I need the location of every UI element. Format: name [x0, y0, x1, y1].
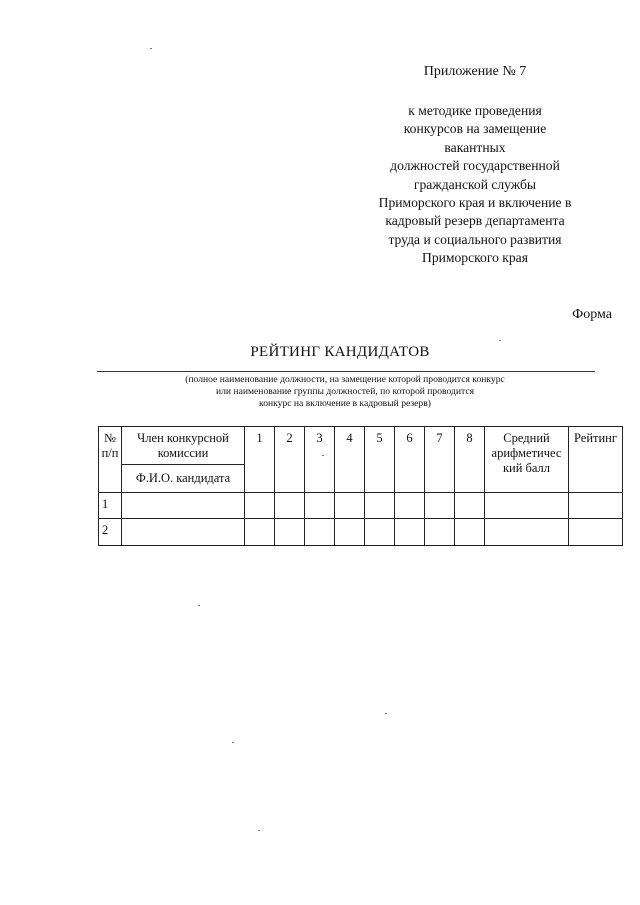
document-title: РЕЙТИНГ КАНДИДАТОВ — [250, 344, 430, 360]
scan-speck — [258, 830, 260, 831]
form-label: Форма — [572, 307, 612, 322]
table-cell[interactable] — [569, 493, 623, 519]
header-text: Средний — [503, 431, 550, 445]
scan-speck — [150, 48, 152, 49]
column-header-candidate-name: Ф.И.О. кандидата — [122, 465, 245, 493]
table-cell[interactable] — [485, 519, 569, 546]
candidate-rating-table — [98, 426, 623, 546]
appendix-line: конкурсов на замещение — [403, 121, 547, 137]
header-text: комиссии — [157, 446, 209, 460]
appendix-number: Приложение № 7 — [423, 64, 527, 79]
row-number: 2 — [99, 519, 122, 546]
column-header-score: 2 — [275, 427, 305, 493]
header-text: кий балл — [502, 461, 551, 475]
table-cell[interactable] — [275, 519, 305, 546]
column-header-score: 3 — [305, 427, 335, 493]
caption-line: конкурс на включение в кадровый резерв) — [259, 398, 431, 409]
header-text: арифметичес — [491, 446, 562, 460]
appendix-line: должностей государственной — [390, 158, 560, 174]
scan-speck — [232, 742, 234, 743]
row-number: 1 — [99, 493, 122, 519]
table-cell[interactable] — [275, 493, 305, 519]
position-name-line — [97, 371, 595, 372]
column-header-commission-member — [122, 427, 245, 465]
table-cell[interactable] — [395, 493, 425, 519]
column-header-score: 5 — [365, 427, 395, 493]
table-cell[interactable] — [305, 493, 335, 519]
appendix-line: Приморского края — [422, 250, 528, 266]
position-name-caption — [120, 374, 570, 410]
column-header-score: 8 — [455, 427, 485, 493]
table-cell[interactable] — [122, 493, 245, 519]
header-text: № — [104, 431, 116, 445]
table-cell[interactable] — [245, 493, 275, 519]
table-cell[interactable] — [569, 519, 623, 546]
table-cell[interactable] — [335, 493, 365, 519]
caption-line: или наименование группы должностей, по которой проводится — [216, 386, 474, 397]
scan-speck — [198, 605, 200, 606]
table-cell[interactable] — [425, 519, 455, 546]
table-cell[interactable] — [455, 519, 485, 546]
table-cell[interactable] — [335, 519, 365, 546]
column-header-average-score — [485, 427, 569, 493]
table-cell[interactable] — [455, 493, 485, 519]
table-cell[interactable] — [395, 519, 425, 546]
table-cell[interactable] — [245, 519, 275, 546]
table-cell[interactable] — [305, 519, 335, 546]
table-cell[interactable] — [365, 493, 395, 519]
appendix-line: к методике проведения — [408, 103, 542, 118]
table-cell[interactable] — [485, 493, 569, 519]
column-header-number — [99, 427, 122, 493]
scan-speck — [499, 340, 501, 341]
appendix-line: труда и социального развития — [388, 231, 562, 247]
appendix-line: вакантных — [444, 139, 506, 155]
column-header-score: 1 — [245, 427, 275, 493]
appendix-line: кадровый резерв департамента — [385, 213, 565, 229]
column-header-rating: Рейтинг — [569, 427, 623, 493]
appendix-line: Приморского края и включение в — [378, 195, 572, 211]
column-header-score: 7 — [425, 427, 455, 493]
scan-speck — [385, 713, 387, 714]
appendix-description — [330, 102, 620, 268]
table-cell[interactable] — [122, 519, 245, 546]
header-text: Член конкурсной — [137, 431, 229, 445]
caption-line: (полное наименование должности, на замещение которой проводится конкурс — [185, 374, 505, 385]
scan-speck — [322, 455, 324, 456]
column-header-score: 4 — [335, 427, 365, 493]
table-cell[interactable] — [425, 493, 455, 519]
table-cell[interactable] — [365, 519, 395, 546]
appendix-line: гражданской службы — [413, 176, 537, 192]
header-text: п/п — [101, 446, 119, 460]
column-header-score: 6 — [395, 427, 425, 493]
